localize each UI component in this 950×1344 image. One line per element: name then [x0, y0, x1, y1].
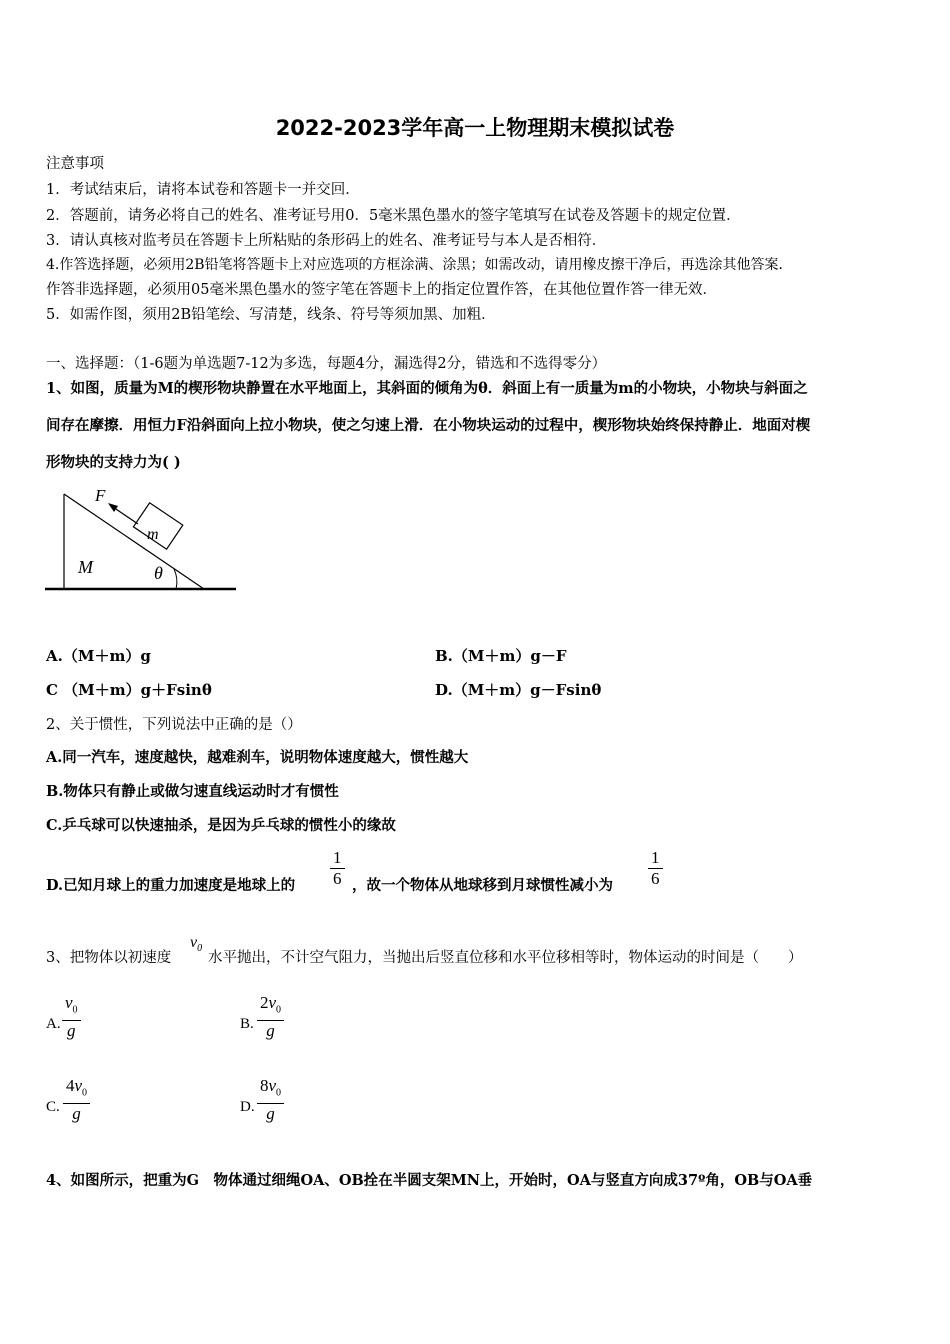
q1-line-2: 间存在摩擦．用恒力F沿斜面向上拉小物块，使之匀速上滑．在小物块运动的过程中，楔形物块始终保持静止．地面对楔: [46, 417, 811, 434]
q3-option-a-label: A.: [46, 1016, 61, 1032]
q3-stem-part2: 水平抛出，不计空气阻力，当抛出后竖直位移和水平位移相等时，物体运动的时间是（ ）: [208, 950, 803, 966]
notice-item-1: 1．考试结束后，请将本试卷和答题卡一并交回．: [46, 182, 360, 198]
q4-stem: 4、如图所示，把重为G 物体通过细绳OA、OB拴在半圆支架MN上，开始时，OA与竖直方向成37º角，OB与OA垂: [46, 1172, 813, 1189]
q3-option-a-fraction: $v_0$ g: [62, 993, 81, 1041]
q1-option-c: C （M＋m）g＋Fsinθ: [46, 681, 212, 699]
q2-stem: 2、关于惯性，下列说法中正确的是（）: [46, 717, 302, 733]
figure-label-M: M: [78, 557, 93, 577]
notice-item-5: 5．如需作图，须用2B铅笔绘、写清楚，线条、符号等须加黑、加粗．: [46, 307, 496, 323]
q2-option-a: A.同一汽车，速度越快，越难刹车，说明物体速度越大，惯性越大: [46, 749, 469, 766]
q1-line-1: 1、如图，质量为M的楔形物块静置在水平地面上，其斜面的倾角为θ．斜面上有一质量为m的小物块，小物块与斜面之: [46, 380, 808, 397]
q1-line-3: 形物块的支持力为( ): [46, 454, 181, 471]
q3-option-d-label: D.: [240, 1099, 255, 1115]
page-title: 2022-2023学年高一上物理期末模拟试卷: [275, 116, 675, 140]
q1-option-a: A.（M＋m）g: [46, 647, 151, 665]
q2-option-b: B.物体只有静止或做匀速直线运动时才有惯性: [46, 783, 339, 800]
q3-option-d-fraction: $8v_0$ g: [257, 1076, 284, 1124]
q3-option-c-fraction: $4v_0$ g: [63, 1076, 90, 1124]
q3-option-c-label: C.: [46, 1099, 60, 1115]
q1-option-d: D.（M＋m）g－Fsinθ: [435, 681, 602, 699]
notice-heading: 注意事项: [46, 156, 104, 172]
q3-v0: $v_0$: [190, 934, 203, 955]
q2-option-c: C.乒乓球可以快速抽杀，是因为乒乓球的惯性小的缘故: [46, 817, 396, 834]
notice-item-2: 2．答题前，请务必将自己的姓名、准考证号用0．5毫米黑色墨水的签字笔填写在试卷及答题卡的规定位置．: [46, 208, 741, 224]
notice-item-4: 4.作答选择题，必须用2B铅笔将答题卡上对应选项的方框涂满、涂黑；如需改动，请用橡皮擦干净后，再选涂其他答案．: [46, 257, 793, 273]
notice-item-3: 3．请认真核对监考员在答题卡上所粘贴的条形码上的姓名、准考证号与本人是否相符．: [46, 233, 607, 249]
q1-option-b: B.（M＋m）g－F: [435, 647, 567, 665]
q2-fraction-1: 1 6: [330, 848, 345, 889]
section-heading: 一、选择题：（1-6题为单选题7-12为多选，每题4分，漏选得2分，错选和不选得零分）: [46, 356, 607, 372]
wedge-figure: [42, 482, 242, 597]
q3-stem-part1: 3、把物体以初速度: [46, 950, 172, 966]
q3-option-b-label: B.: [240, 1016, 254, 1032]
q3-option-b-fraction: $2v_0$ g: [257, 993, 284, 1041]
notice-item-4b: 作答非选择题，必须用05毫米黑色墨水的签字笔在答题卡上的指定位置作答，在其他位置作答一律无效．: [46, 282, 717, 298]
figure-label-F: F: [95, 486, 106, 505]
q2-fraction-2: 1 6: [648, 848, 663, 889]
q2-option-d-part2: ，故一个物体从地球移到月球惯性减小为: [352, 877, 613, 894]
figure-label-m: m: [147, 526, 159, 543]
figure-label-theta: θ: [154, 563, 163, 583]
q2-option-d-part1: D.已知月球上的重力加速度是地球上的: [46, 877, 296, 894]
